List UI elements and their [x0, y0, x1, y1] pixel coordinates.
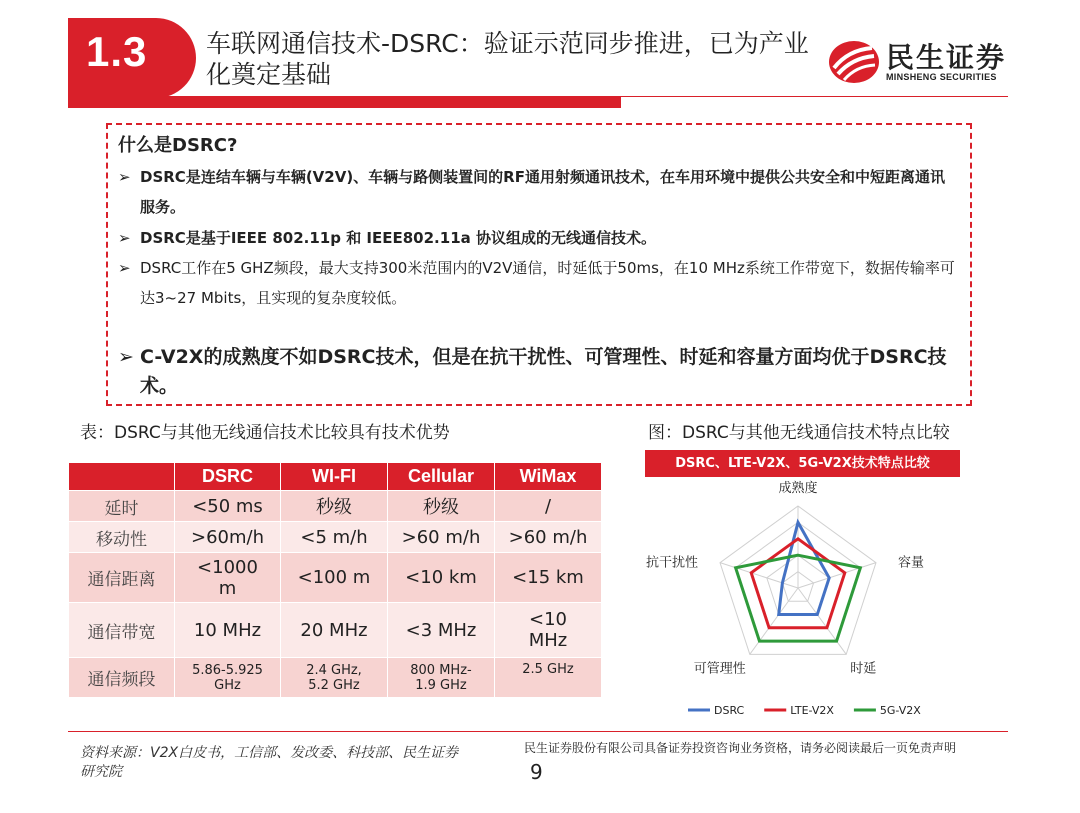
row-label: 通信带宽: [69, 603, 175, 658]
table-cell: 秒级: [388, 491, 495, 522]
legend-label: DSRC: [714, 704, 745, 717]
bullet-arrow-icon: ➢: [118, 168, 131, 186]
table-header-cell: WI-FI: [281, 463, 388, 491]
table-cell: >60 m/h: [388, 522, 495, 553]
radar-axis-label: 可管理性: [693, 661, 746, 677]
radar-series-dsrc: [779, 522, 829, 614]
table-header-cell: Cellular: [388, 463, 495, 491]
table-row: [69, 491, 602, 522]
table-cell: <10 km: [388, 553, 495, 603]
dsrc-info-box: [106, 123, 972, 406]
chart-title: DSRC、LTE-V2X、5G-V2X技术特点比较: [645, 450, 960, 477]
table-cell: 800 MHz-1.9 GHz: [388, 658, 495, 698]
row-label: 通信距离: [69, 553, 175, 603]
logo-name-cn: 民生证券: [886, 41, 1007, 74]
table-header-row: [69, 463, 602, 491]
page-number: 9: [530, 760, 543, 784]
table-cell: 2.5 GHz: [495, 658, 602, 698]
bullet-arrow-icon: ➢: [118, 229, 131, 247]
radar-spoke: [750, 588, 798, 654]
title-underline-bar: [68, 97, 621, 108]
table-row: [69, 658, 602, 698]
table-cell: <10 MHz: [495, 603, 602, 658]
info-bullet-highlight: [118, 343, 958, 401]
table-cell: 20 MHz: [281, 603, 388, 658]
company-logo: [828, 36, 1028, 88]
section-number: 1.3: [86, 28, 148, 75]
radar-axis-label: 容量: [897, 555, 925, 571]
table-cell: 2.4 GHz, 5.2 GHz: [281, 658, 388, 698]
info-box-heading: 什么是DSRC?: [118, 135, 238, 156]
minsheng-logo-icon: [828, 38, 880, 84]
bullet-text: DSRC是基于IEEE 802.11p 和 IEEE802.11a 协议组成的无线通信技术。: [140, 229, 656, 247]
page-title: 车联网通信技术-DSRC：验证示范同步推进，已为产业化奠定基础: [206, 29, 809, 89]
logo-name-en: MINSHENG SECURITIES: [886, 72, 997, 82]
table-header-cell: DSRC: [175, 463, 281, 491]
row-label: 延时: [69, 491, 175, 522]
bullet-arrow-icon: ➢: [118, 346, 134, 368]
comparison-table: [68, 462, 602, 698]
source-note: 资料来源：V2X白皮书，工信部、发改委、科技部、民生证券研究院: [80, 745, 459, 780]
radar-axis-label: 成熟度: [778, 481, 818, 496]
table-row: [69, 553, 602, 603]
row-label: 移动性: [69, 522, 175, 553]
table-cell: <100 m: [281, 553, 388, 603]
table-cell: 10 MHz: [175, 603, 281, 658]
section-badge: [68, 18, 196, 98]
table-cell: >60m/h: [175, 522, 281, 553]
radar-axis-label: 时延: [850, 661, 877, 677]
bullet-text: C-V2X的成熟度不如DSRC技术，但是在抗干扰性、可管理性、时延和容量方面均优于DSRC技术。: [140, 346, 947, 397]
radar-axis-label: 抗干扰性: [645, 555, 699, 571]
legend-label: LTE-V2X: [790, 704, 834, 717]
table-cell: <1000 m: [175, 553, 281, 603]
info-bullet: [118, 223, 958, 253]
chart-caption: 图：DSRC与其他无线通信技术特点比较: [648, 423, 950, 443]
table-cell: <5 m/h: [281, 522, 388, 553]
table-row: [69, 522, 602, 553]
table-header-cell: WiMax: [495, 463, 602, 491]
table-header-cell: [69, 463, 175, 491]
table-cell: >60 m/h: [495, 522, 602, 553]
table-cell: <3 MHz: [388, 603, 495, 658]
row-label: 通信频段: [69, 658, 175, 698]
table-cell: 秒级: [281, 491, 388, 522]
bullet-text: DSRC是连结车辆与车辆(V2V)、车辆与路侧装置间的RF通用射频通讯技术，在车用环境中提供公共安全和中短距离通讯服务。: [140, 168, 945, 216]
legend-label: 5G-V2X: [879, 704, 921, 717]
info-bullet: [118, 162, 958, 222]
table-cell: /: [495, 491, 602, 522]
table-cell: <15 km: [495, 553, 602, 603]
table-row: [69, 603, 602, 658]
table-cell: <50 ms: [175, 491, 281, 522]
disclaimer: 民生证券股份有限公司具备证券投资咨询业务资格，请务必阅读最后一页免责声明: [524, 741, 957, 755]
footer-rule: [68, 731, 1008, 732]
info-bullet: [118, 253, 958, 313]
table-cell: 5.86-5.925 GHz: [175, 658, 281, 698]
bullet-arrow-icon: ➢: [118, 259, 131, 277]
radar-chart: [630, 478, 975, 723]
table-caption: 表：DSRC与其他无线通信技术比较具有技术优势: [80, 423, 450, 443]
bullet-text: DSRC工作在5 GHZ频段，最大支持300米范围内的V2V通信，时延低于50ms，在10 MHz系统工作带宽下，数据传输率可达3~27 Mbits，且实现的复杂度较低。: [140, 259, 955, 307]
